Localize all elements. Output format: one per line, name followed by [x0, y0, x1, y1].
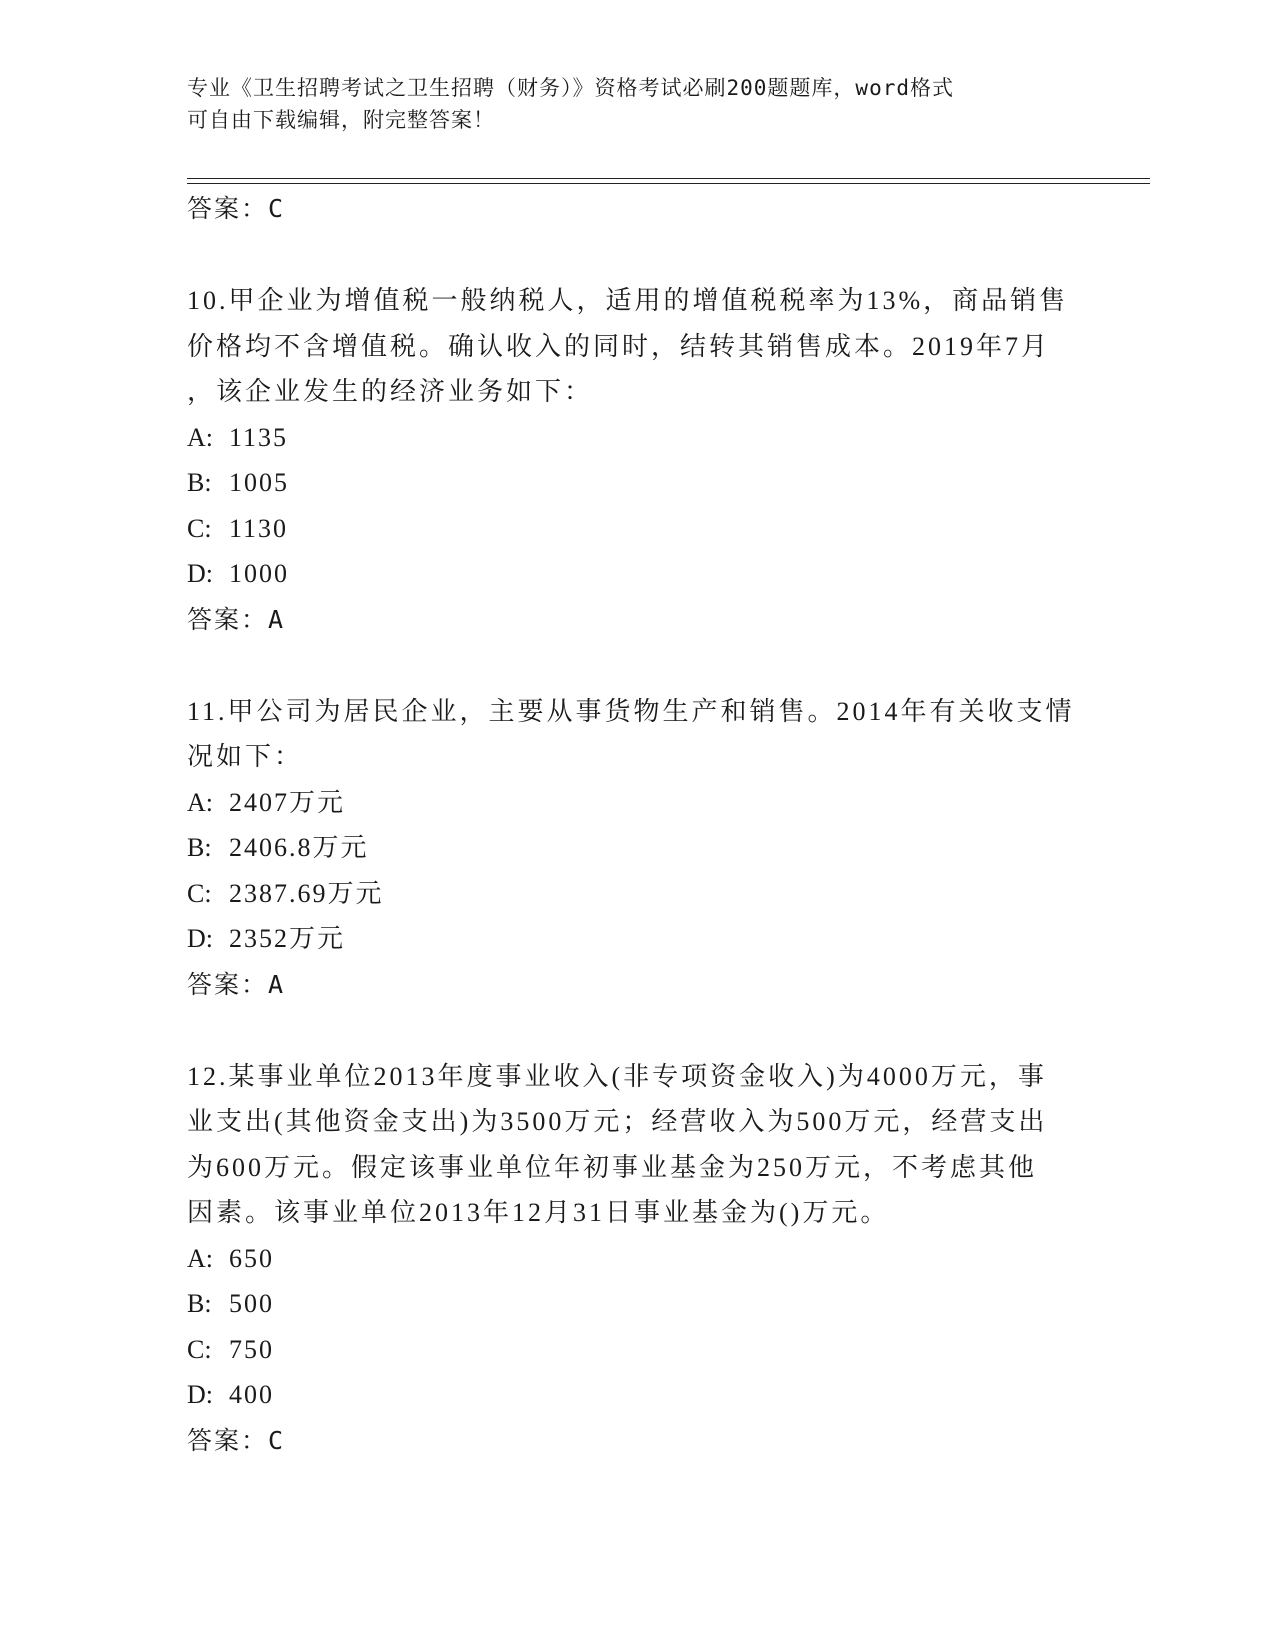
option-text: 2407万元 — [229, 787, 346, 817]
option-text: 400 — [229, 1380, 274, 1409]
option-letter: A: — [187, 1243, 213, 1273]
header-line-2: 可自由下载编辑，附完整答案！ — [187, 108, 495, 132]
question-line: 价格均不含增值税。确认收入的同时，结转其销售成本。2019年7月 — [187, 331, 1051, 361]
option-text: 1005 — [229, 468, 289, 497]
option-a — [187, 1236, 1087, 1282]
question-line: 业支出(其他资金支出)为3500万元；经营收入为500万元，经营支出 — [187, 1107, 1048, 1136]
question-line: 况如下： — [187, 742, 304, 771]
option-b — [187, 1281, 1087, 1327]
option-text: 650 — [229, 1243, 274, 1273]
option-letter: D: — [187, 559, 213, 588]
question-10 — [187, 278, 1087, 643]
question-text — [187, 278, 1087, 415]
option-text: 1130 — [229, 513, 289, 543]
option-text: 1135 — [229, 422, 289, 452]
option-letter: A: — [187, 422, 213, 452]
option-c — [187, 1327, 1087, 1373]
option-text: 750 — [229, 1334, 274, 1364]
option-c — [187, 871, 1087, 917]
question-line: 为600万元。假定该事业单位年初事业基金为250万元，不考虑其他 — [187, 1152, 1038, 1182]
option-letter: B: — [187, 833, 212, 862]
option-letter: B: — [187, 1289, 212, 1318]
option-a — [187, 415, 1087, 461]
question-line: 12.某事业单位2013年度事业收入(非专项资金收入)为4000万元，事 — [187, 1061, 1047, 1091]
header-line-1: 专业《卫生招聘考试之卫生招聘（财务）》资格考试必刷200题题库，word格式 — [187, 76, 954, 100]
option-letter: B: — [187, 468, 212, 497]
option-text: 500 — [229, 1289, 274, 1318]
option-text: 2406.8万元 — [229, 833, 369, 862]
option-letter: C: — [187, 878, 212, 908]
option-d — [187, 1372, 1087, 1418]
answer-line: 答案：C — [187, 194, 286, 223]
option-b — [187, 825, 1087, 871]
header-divider-bottom — [187, 183, 1150, 184]
option-d — [187, 551, 1087, 597]
answer-line: 答案：C — [187, 1425, 286, 1455]
option-c — [187, 506, 1087, 552]
option-b — [187, 460, 1087, 506]
answer-line: 答案：A — [187, 604, 286, 634]
question-line: ，该企业发生的经济业务如下： — [187, 377, 594, 406]
question-line: 因素。该事业单位2013年12月31日事业基金为()万元。 — [187, 1198, 890, 1227]
question-line: 11.甲公司为居民企业，主要从事货物生产和销售。2014年有关收支情 — [187, 696, 1075, 726]
option-a — [187, 780, 1087, 826]
document-body — [187, 186, 1087, 1464]
question-11 — [187, 689, 1087, 1008]
document-header — [187, 72, 1067, 136]
option-d — [187, 916, 1087, 962]
question-12 — [187, 1054, 1087, 1464]
option-letter: C: — [187, 1334, 212, 1364]
question-line: 10.甲企业为增值税一般纳税人，适用的增值税税率为13%，商品销售 — [187, 286, 1069, 315]
option-letter: D: — [187, 1380, 213, 1409]
option-text: 2352万元 — [229, 924, 346, 953]
option-text: 2387.69万元 — [229, 878, 384, 908]
answer-line: 答案：A — [187, 969, 286, 999]
question-text — [187, 1054, 1087, 1236]
option-letter: A: — [187, 787, 213, 817]
option-letter: D: — [187, 924, 213, 953]
header-divider-top — [187, 178, 1150, 179]
option-letter: C: — [187, 513, 212, 543]
option-text: 1000 — [229, 559, 289, 588]
question-text — [187, 689, 1087, 780]
